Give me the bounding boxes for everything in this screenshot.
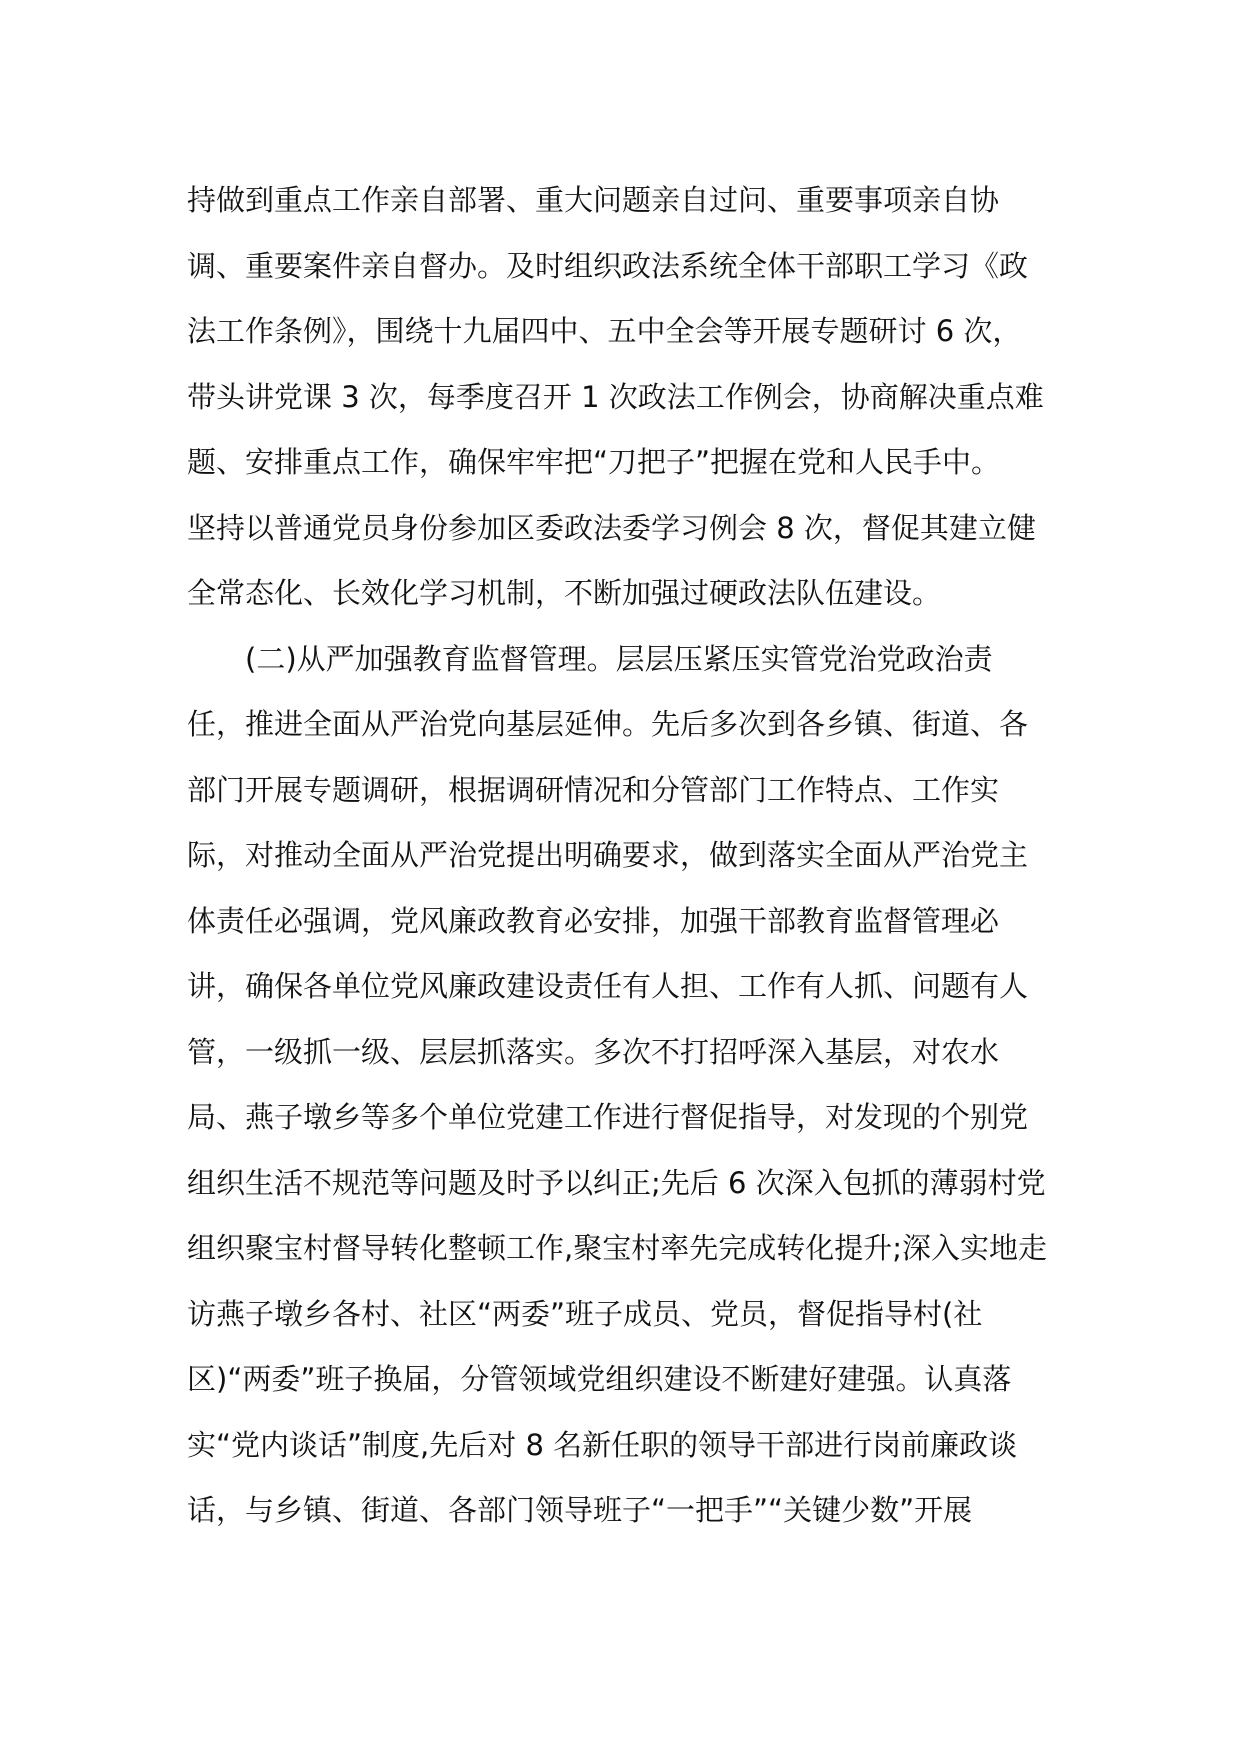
text-line: 调、重要案件亲自督办。及时组织政法系统全体干部职工学习《政 bbox=[187, 248, 1029, 283]
text-line: 区)“两委”班子换届，分管领域党组织建设不断建好建强。认真落 bbox=[187, 1362, 1012, 1396]
text-line: 任，推进全面从严治党向基层延伸。先后多次到各乡镇、街道、各 bbox=[187, 707, 1029, 741]
text-line: 部门开展专题调研，根据调研情况和分管部门工作特点、工作实 bbox=[187, 772, 1000, 807]
text-line: 访燕子墩乡各村、社区“两委”班子成员、党员，督促指导村(社 bbox=[187, 1296, 983, 1331]
text-line: 讲，确保各单位党风廉政建设责任有人担、工作有人抓、问题有人 bbox=[187, 969, 1029, 1003]
text-line: 组织聚宝村督导转化整顿工作,聚宝村率先完成转化提升;深入实地走 bbox=[187, 1231, 1047, 1265]
text-line: 实“党内谈话”制度,先后对 8 名新任职的领导干部进行岗前廉政谈 bbox=[187, 1427, 1018, 1462]
text-line: 题、安排重点工作，确保牢牢把“刀把子”把握在党和人民手中。 bbox=[187, 445, 1001, 479]
text-line: 体责任必强调，党风廉政教育必安排，加强干部教育监督管理必 bbox=[187, 903, 1000, 938]
text-line: 局、燕子墩乡等多个单位党建工作进行督促指导，对发现的个别党 bbox=[187, 1100, 1029, 1134]
text-line: 话，与乡镇、街道、各部门领导班子“一把手”“关键少数”开展 bbox=[187, 1493, 973, 1527]
text-line: 管，一级抓一级、层层抓落实。多次不打招呼深入基层，对农水 bbox=[187, 1034, 1000, 1069]
text-line: 组织生活不规范等问题及时予以纠正;先后 6 次深入包抓的薄弱村党 bbox=[187, 1165, 1046, 1200]
text-line: 坚持以普通党员身份参加区委政法委学习例会 8 次，督促其建立健 bbox=[187, 510, 1036, 545]
text-line: 际，对推动全面从严治党提出明确要求，做到落实全面从严治党主 bbox=[187, 838, 1029, 872]
text-line: 全常态化、长效化学习机制，不断加强过硬政法队伍建设。 bbox=[187, 576, 942, 610]
text-line: 法工作条例》，围绕十九届四中、五中全会等开展专题研讨 6 次， bbox=[187, 314, 1022, 348]
section-heading-line: (二)从严加强教育监督管理。层层压紧压实管党治党政治责 bbox=[245, 641, 993, 676]
text-line: 持做到重点工作亲自部署、重大问题亲自过问、重要事项亲自协 bbox=[187, 183, 1000, 217]
body-text bbox=[187, 168, 1067, 1544]
text-line: 带头讲党课 3 次，每季度召开 1 次政法工作例会，协商解决重点难 bbox=[187, 379, 1044, 414]
